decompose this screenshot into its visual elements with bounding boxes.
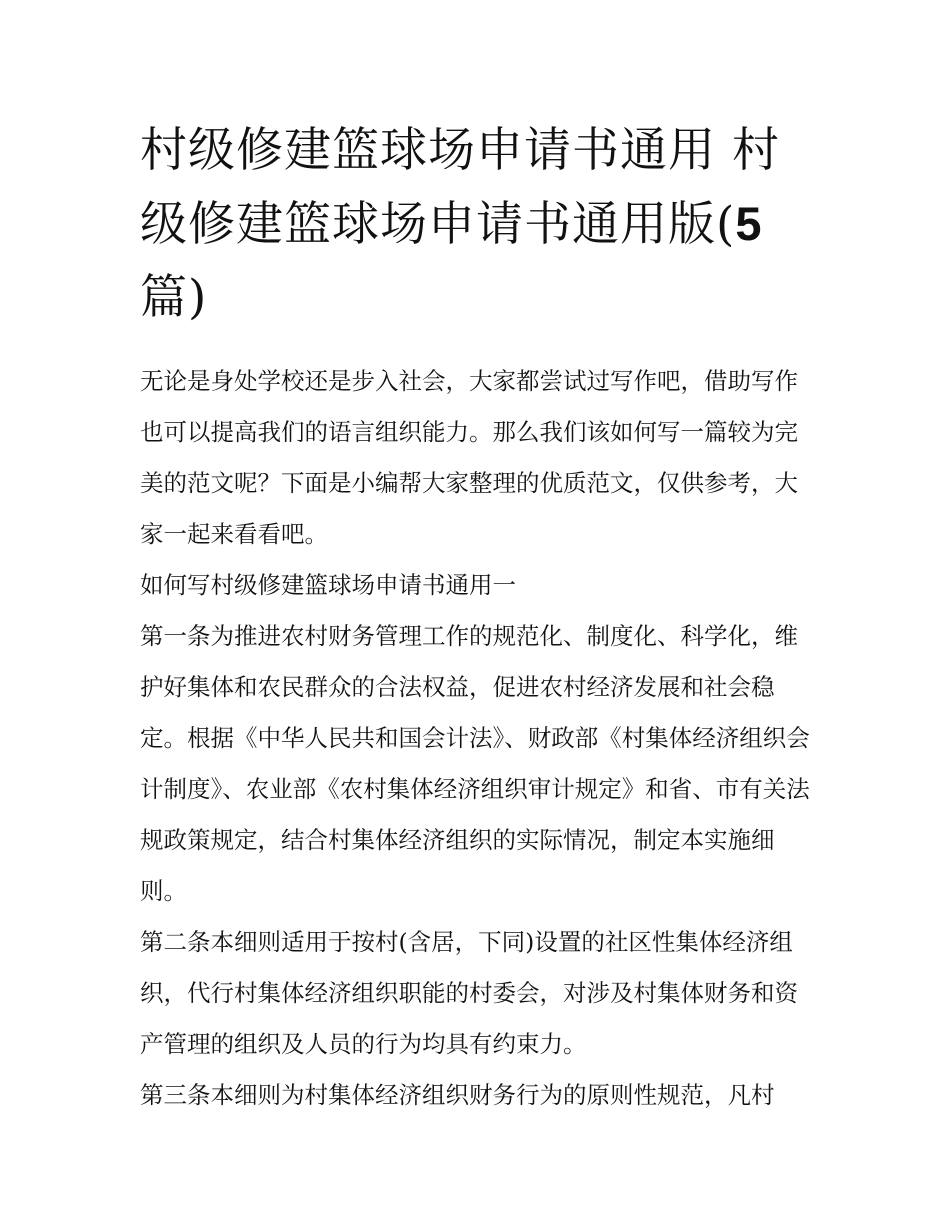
document-title xyxy=(140,114,820,334)
title-main-text: 村级修建篮球场申请书通用 村级修建篮球场申请书通用版( xyxy=(140,123,780,252)
title-end-text: 篇) xyxy=(140,270,208,325)
section-heading: 如何写村级修建篮球场申请书通用一 xyxy=(140,571,516,599)
article-3-paragraph: 第三条本细则为村集体经济组织财务行为的原则性规范，凡村 xyxy=(140,1081,775,1109)
article-2-paragraph: 第二条本细则适用于按村(含居，下同)设置的社区性集体经济组织，代行村集体经济组织职能的村委会，对涉及村集体财务和资产管理的组织及人员的行为均具有约束力。 xyxy=(140,928,798,1058)
intro-paragraph: 无论是身处学校还是步入社会，大家都尝试过写作吧，借助写作也可以提高我们的语言组织能力。那么我们该如何写一篇较为完美的范文呢？下面是小编帮大家整理的优质范文，仅供参考，大家一起来看看吧。 xyxy=(140,367,798,548)
document-body xyxy=(140,356,820,1121)
title-number: 5 xyxy=(735,197,763,250)
document-content xyxy=(140,114,820,1121)
article-1-paragraph: 第一条为推进农村财务管理工作的规范化、制度化、科学化，维护好集体和农民群众的合法权益，促进农村经济发展和社会稳定。根据《中华人民共和国会计法》、财政部《村集体经济组织会计制度》、农业部《农村集体经济组织审计规定》和省、市有关法规政策规定，结合村集体经济组织的实际情况，制定本实施细则。 xyxy=(140,622,810,905)
